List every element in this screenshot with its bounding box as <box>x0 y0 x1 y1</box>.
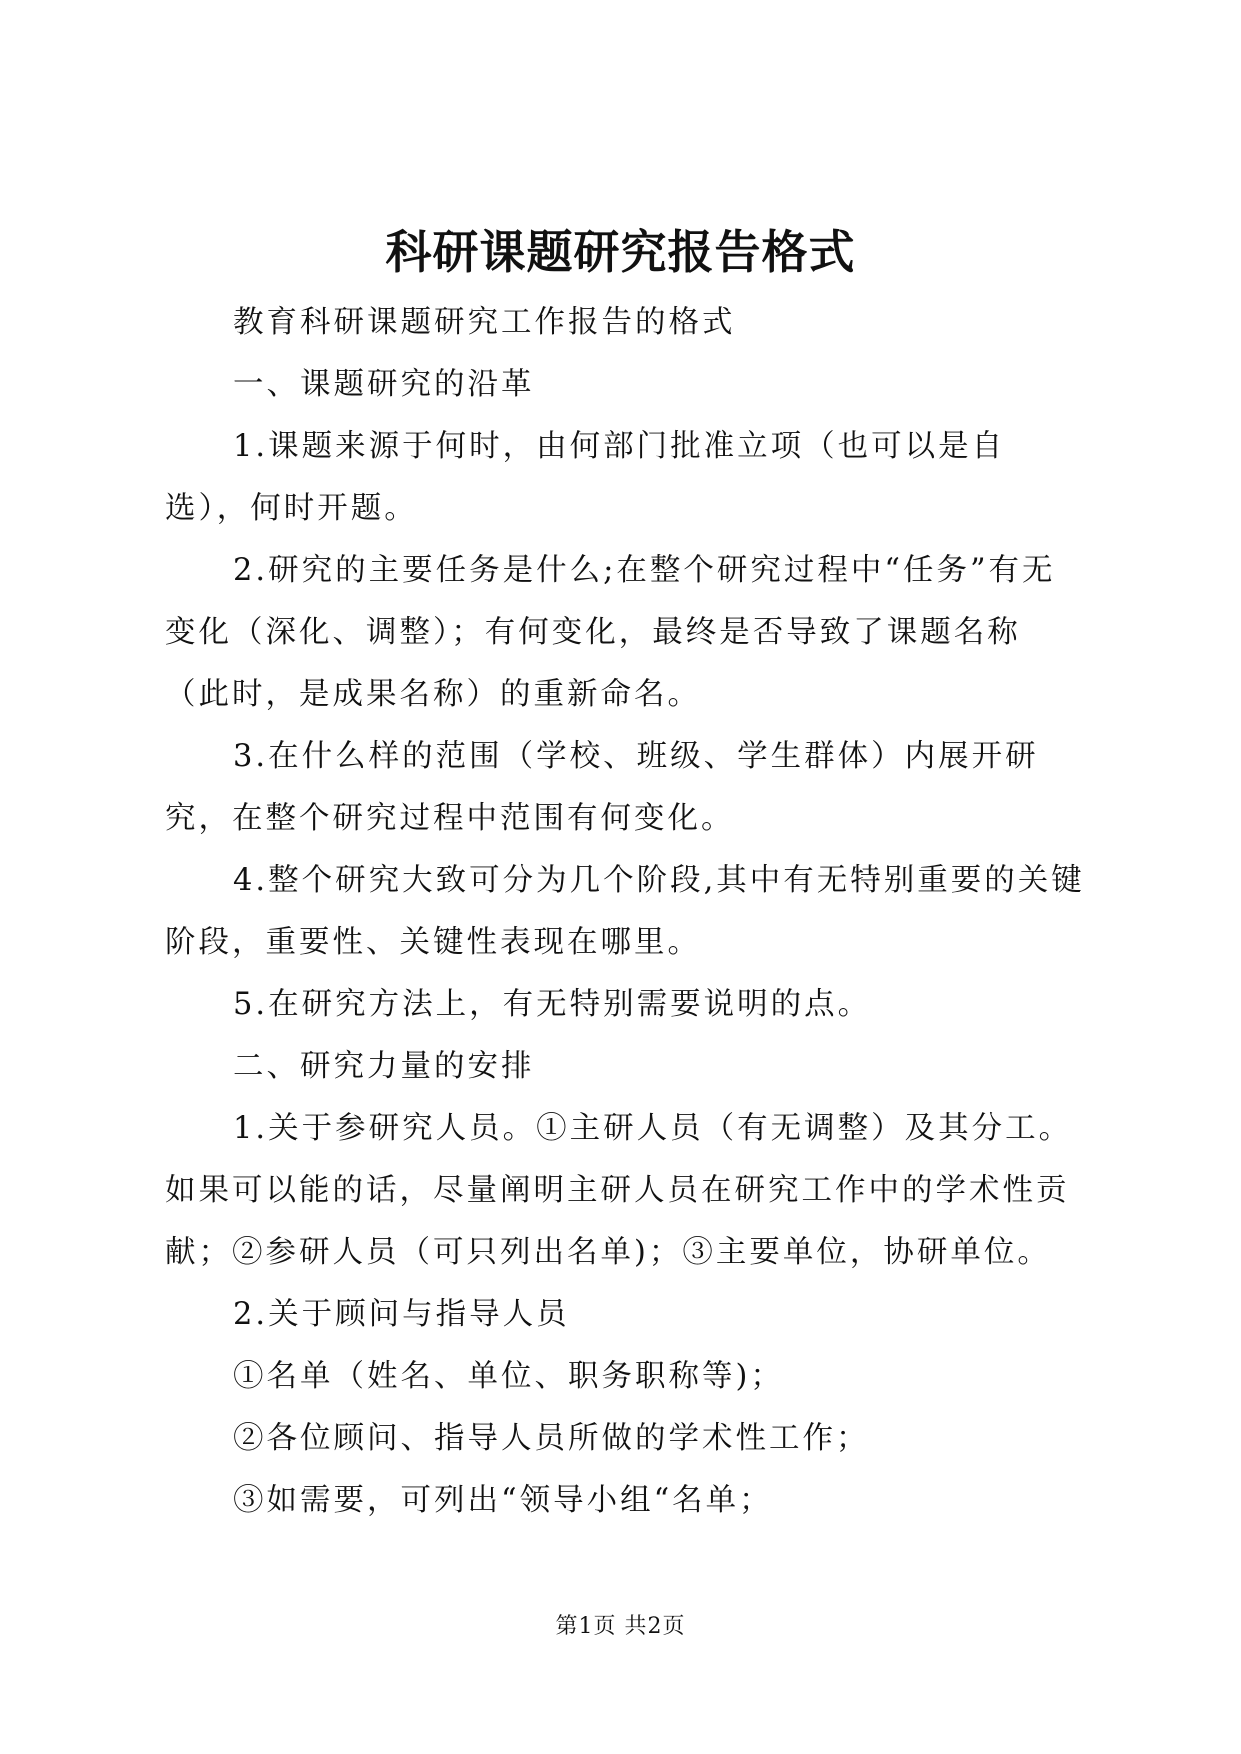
page-footer: 第1页 共2页 <box>555 1614 686 1639</box>
section-heading-staffing: 二、研究力量的安排 <box>233 1049 535 1084</box>
document-body <box>165 292 1085 1532</box>
list-item-3: ③如需要，可列出“领导小组“名单； <box>233 1483 773 1518</box>
paragraph-item-4: 4.整个研究大致可分为几个阶段,其中有无特别重要的关键阶段，重要性、关键性表现在哪里。 <box>165 863 1085 960</box>
paragraph-item-3: 3.在什么样的范围（学校、班级、学生群体）内展开研究，在整个研究过程中范围有何变化。 <box>165 739 1039 836</box>
document-title: 科研课题研究报告格式 <box>385 225 856 279</box>
paragraph-item-2: 2.研究的主要任务是什么;在整个研究过程中“任务”有无变化（深化、调整）；有何变化，最终是否导致了课题名称（此时，是成果名称）的重新命名。 <box>165 553 1056 712</box>
section-heading-history: 一、课题研究的沿革 <box>233 367 535 402</box>
paragraph-staff-1: 1.关于参研究人员。①主研人员（有无调整）及其分工。如果可以能的话，尽量阐明主研人员在研究工作中的学术性贡献；②参研人员（可只列出名单)；③主要单位，协研单位。 <box>165 1111 1073 1270</box>
paragraph-staff-2: 2.关于顾问与指导人员 <box>233 1297 570 1332</box>
paragraph-item-5: 5.在研究方法上，有无特别需要说明的点。 <box>233 987 872 1022</box>
list-item-1: ①名单（姓名、单位、职务职称等)； <box>233 1359 784 1394</box>
paragraph-subtitle: 教育科研课题研究工作报告的格式 <box>233 305 736 340</box>
list-item-2: ②各位顾问、指导人员所做的学术性工作； <box>233 1421 870 1456</box>
paragraph-item-1: 1.课题来源于何时，由何部门批准立项（也可以是自选），何时开题。 <box>165 429 1006 526</box>
